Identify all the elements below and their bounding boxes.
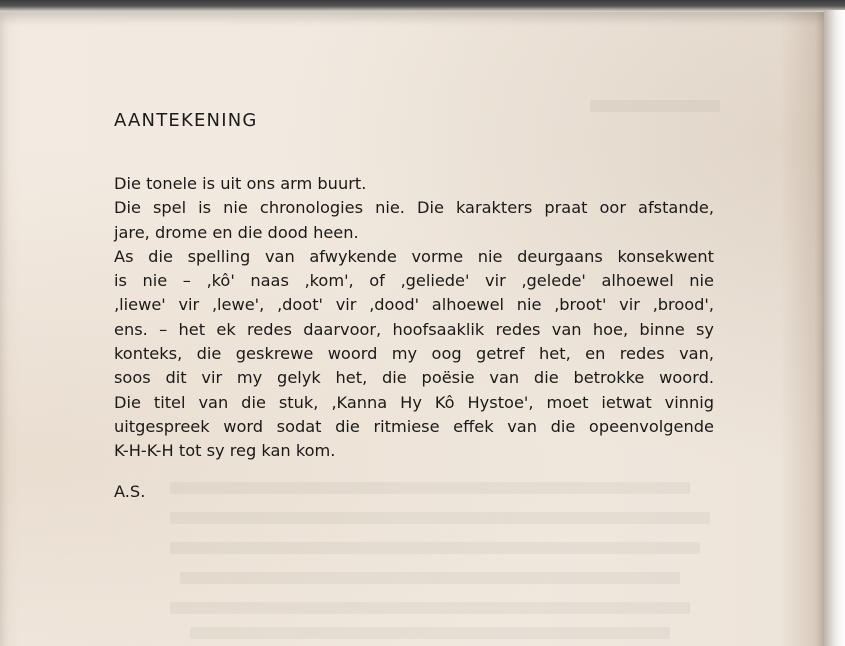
page-edge [824, 10, 845, 646]
text-line: ‚liewe' vir ‚lewe', ‚doot' vir ‚dood' alhoewel nie ‚broot' vir ‚brood', [114, 295, 714, 315]
show-through-text [170, 542, 700, 554]
text-line: Die tonele is uit ons arm buurt. [114, 174, 367, 193]
show-through-text [170, 512, 710, 524]
show-through-text [180, 572, 680, 584]
note-body [114, 172, 714, 464]
text-line: K-H-K-H tot sy reg kan kom. [114, 441, 336, 461]
page-heading: AANTEKENING [114, 110, 258, 131]
text-line: Die titel van die stuk, ‚Kanna Hy Kô Hystoe', moet ietwat vinnig [114, 392, 714, 412]
show-through-text [170, 482, 690, 494]
book-page [0, 12, 824, 646]
text-line: is nie – ‚kô' naas ‚kom', of ‚geliede' vir ‚gelede' alhoewel nie [114, 271, 714, 291]
text-line: konteks, die geskrewe woord my oog getref het, en redes van, [114, 344, 714, 364]
text-line: jare, drome en die dood heen. [114, 222, 359, 242]
author-initials: A.S. [114, 482, 146, 501]
text-line: uitgespreek word sodat die ritmiese effek van die opeenvolgende [114, 416, 714, 436]
show-through-text [590, 100, 720, 112]
text-line: Die spel is nie chronologies nie. Die karakters praat oor afstande, [114, 198, 714, 218]
text-line: ens. – het ek redes daarvoor, hoofsaaklik redes van hoe, binne sy [114, 319, 714, 339]
text-line: soos dit vir my gelyk het, die poësie van die betrokke woord. [114, 368, 714, 388]
text-line: As die spelling van afwykende vorme nie deurgaans konsekwent [114, 246, 714, 266]
show-through-text [170, 602, 690, 614]
show-through-text [190, 627, 670, 639]
